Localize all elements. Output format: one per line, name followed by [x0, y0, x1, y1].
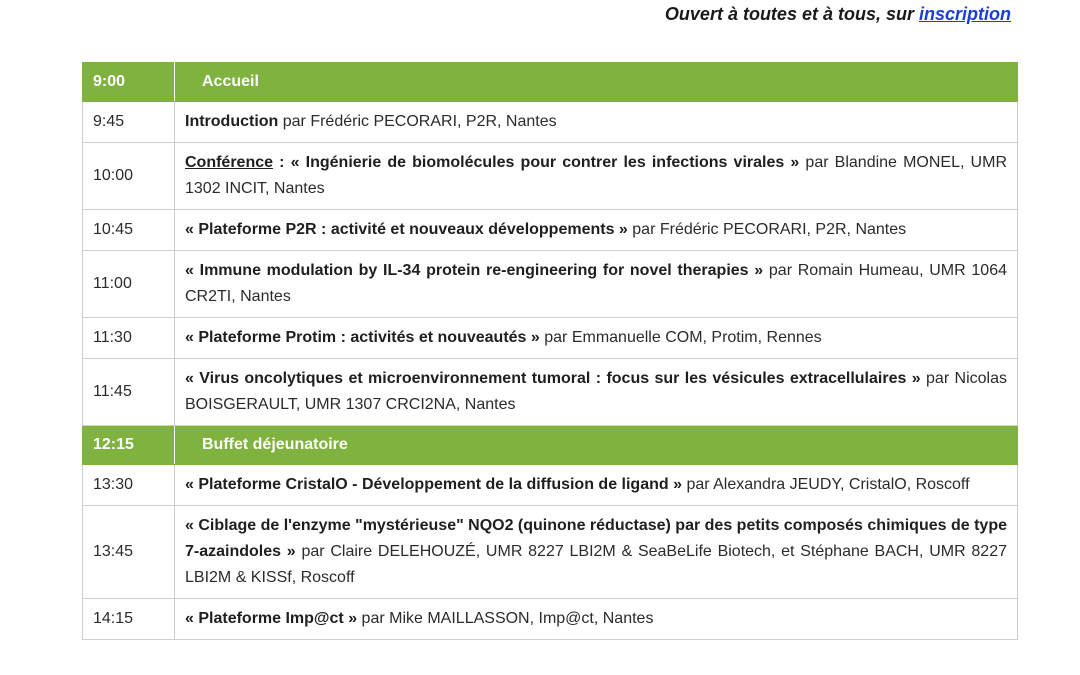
- row-description: [175, 359, 1018, 426]
- program-table: [82, 62, 1018, 640]
- talk-speaker: par Emmanuelle COM, Protim, Rennes: [539, 329, 822, 346]
- row-time: 13:45: [83, 506, 175, 599]
- table-row: [83, 359, 1018, 426]
- talk-speaker: par Alexandra JEUDY, CristalO, Roscoff: [682, 476, 970, 493]
- section-title: Accueil: [175, 63, 1018, 102]
- row-description: [175, 506, 1018, 599]
- talk-speaker: par Blandine MONEL, UMR 1302 INCIT, Nantes: [185, 154, 1007, 197]
- talk-title: « Ciblage de l'enzyme "mystérieuse" NQO2 (quinone réductase) par des petits composés chimiques de type 7-azaindoles »: [185, 517, 1007, 560]
- talk-title: « Plateforme Imp@ct »: [185, 610, 358, 627]
- row-time: 9:00: [83, 63, 175, 102]
- talk-title: : « Ingénierie de biomolécules pour contrer les infections virales »: [273, 154, 800, 171]
- row-time: 9:45: [83, 102, 175, 143]
- table-row: [83, 318, 1018, 359]
- talk-title: « Immune modulation by IL-34 protein re-engineering for novel therapies »: [185, 262, 764, 279]
- table-row: [83, 465, 1018, 506]
- row-description: [175, 102, 1018, 143]
- talk-title: « Virus oncolytiques et microenvironnement tumoral : focus sur les vésicules extracellulaires »: [185, 370, 921, 387]
- talk-speaker: par Frédéric PECORARI, P2R, Nantes: [627, 221, 907, 238]
- table-row: [83, 210, 1018, 251]
- row-time: 11:45: [83, 359, 175, 426]
- row-description: [175, 599, 1018, 640]
- row-description: [175, 251, 1018, 318]
- table-row: [83, 599, 1018, 640]
- table-row: [83, 143, 1018, 210]
- talk-speaker: par Nicolas BOISGERAULT, UMR 1307 CRCI2NA, Nantes: [185, 370, 1008, 413]
- row-description: [175, 210, 1018, 251]
- row-description: [175, 318, 1018, 359]
- registration-note: [665, 4, 1011, 25]
- row-time: 14:15: [83, 599, 175, 640]
- talk-speaker: par Frédéric PECORARI, P2R, Nantes: [278, 113, 557, 130]
- row-time: 10:00: [83, 143, 175, 210]
- section-title: Buffet déjeunatoire: [175, 426, 1018, 465]
- row-time: 11:00: [83, 251, 175, 318]
- talk-prefix: Conférence: [185, 154, 274, 171]
- talk-speaker: par Romain Humeau, UMR 1064 CR2TI, Nantes: [185, 262, 1008, 305]
- registration-text: Ouvert à toutes et à tous, sur: [664, 4, 919, 24]
- row-time: 10:45: [83, 210, 175, 251]
- row-time: 12:15: [83, 426, 175, 465]
- talk-speaker: par Claire DELEHOUZÉ, UMR 8227 LBI2M & SeaBeLife Biotech, et Stéphane BACH, UMR 8227 LBI2M & KISSf, Roscoff: [185, 543, 1008, 586]
- inscription-link[interactable]: inscription: [918, 4, 1011, 24]
- row-description: [175, 143, 1018, 210]
- section-row: [83, 426, 1018, 465]
- talk-title: Introduction: [185, 113, 279, 130]
- talk-title: « Plateforme Protim : activités et nouveautés »: [185, 329, 540, 346]
- talk-speaker: par Mike MAILLASSON, Imp@ct, Nantes: [357, 610, 654, 627]
- table-row: [83, 506, 1018, 599]
- row-description: [175, 465, 1018, 506]
- table-row: [83, 102, 1018, 143]
- row-time: 13:30: [83, 465, 175, 506]
- talk-title: « Plateforme P2R : activité et nouveaux développements »: [185, 221, 628, 238]
- row-time: 11:30: [83, 318, 175, 359]
- talk-title: « Plateforme CristalO - Développement de la diffusion de ligand »: [185, 476, 682, 493]
- table-row: [83, 251, 1018, 318]
- section-row: [83, 63, 1018, 102]
